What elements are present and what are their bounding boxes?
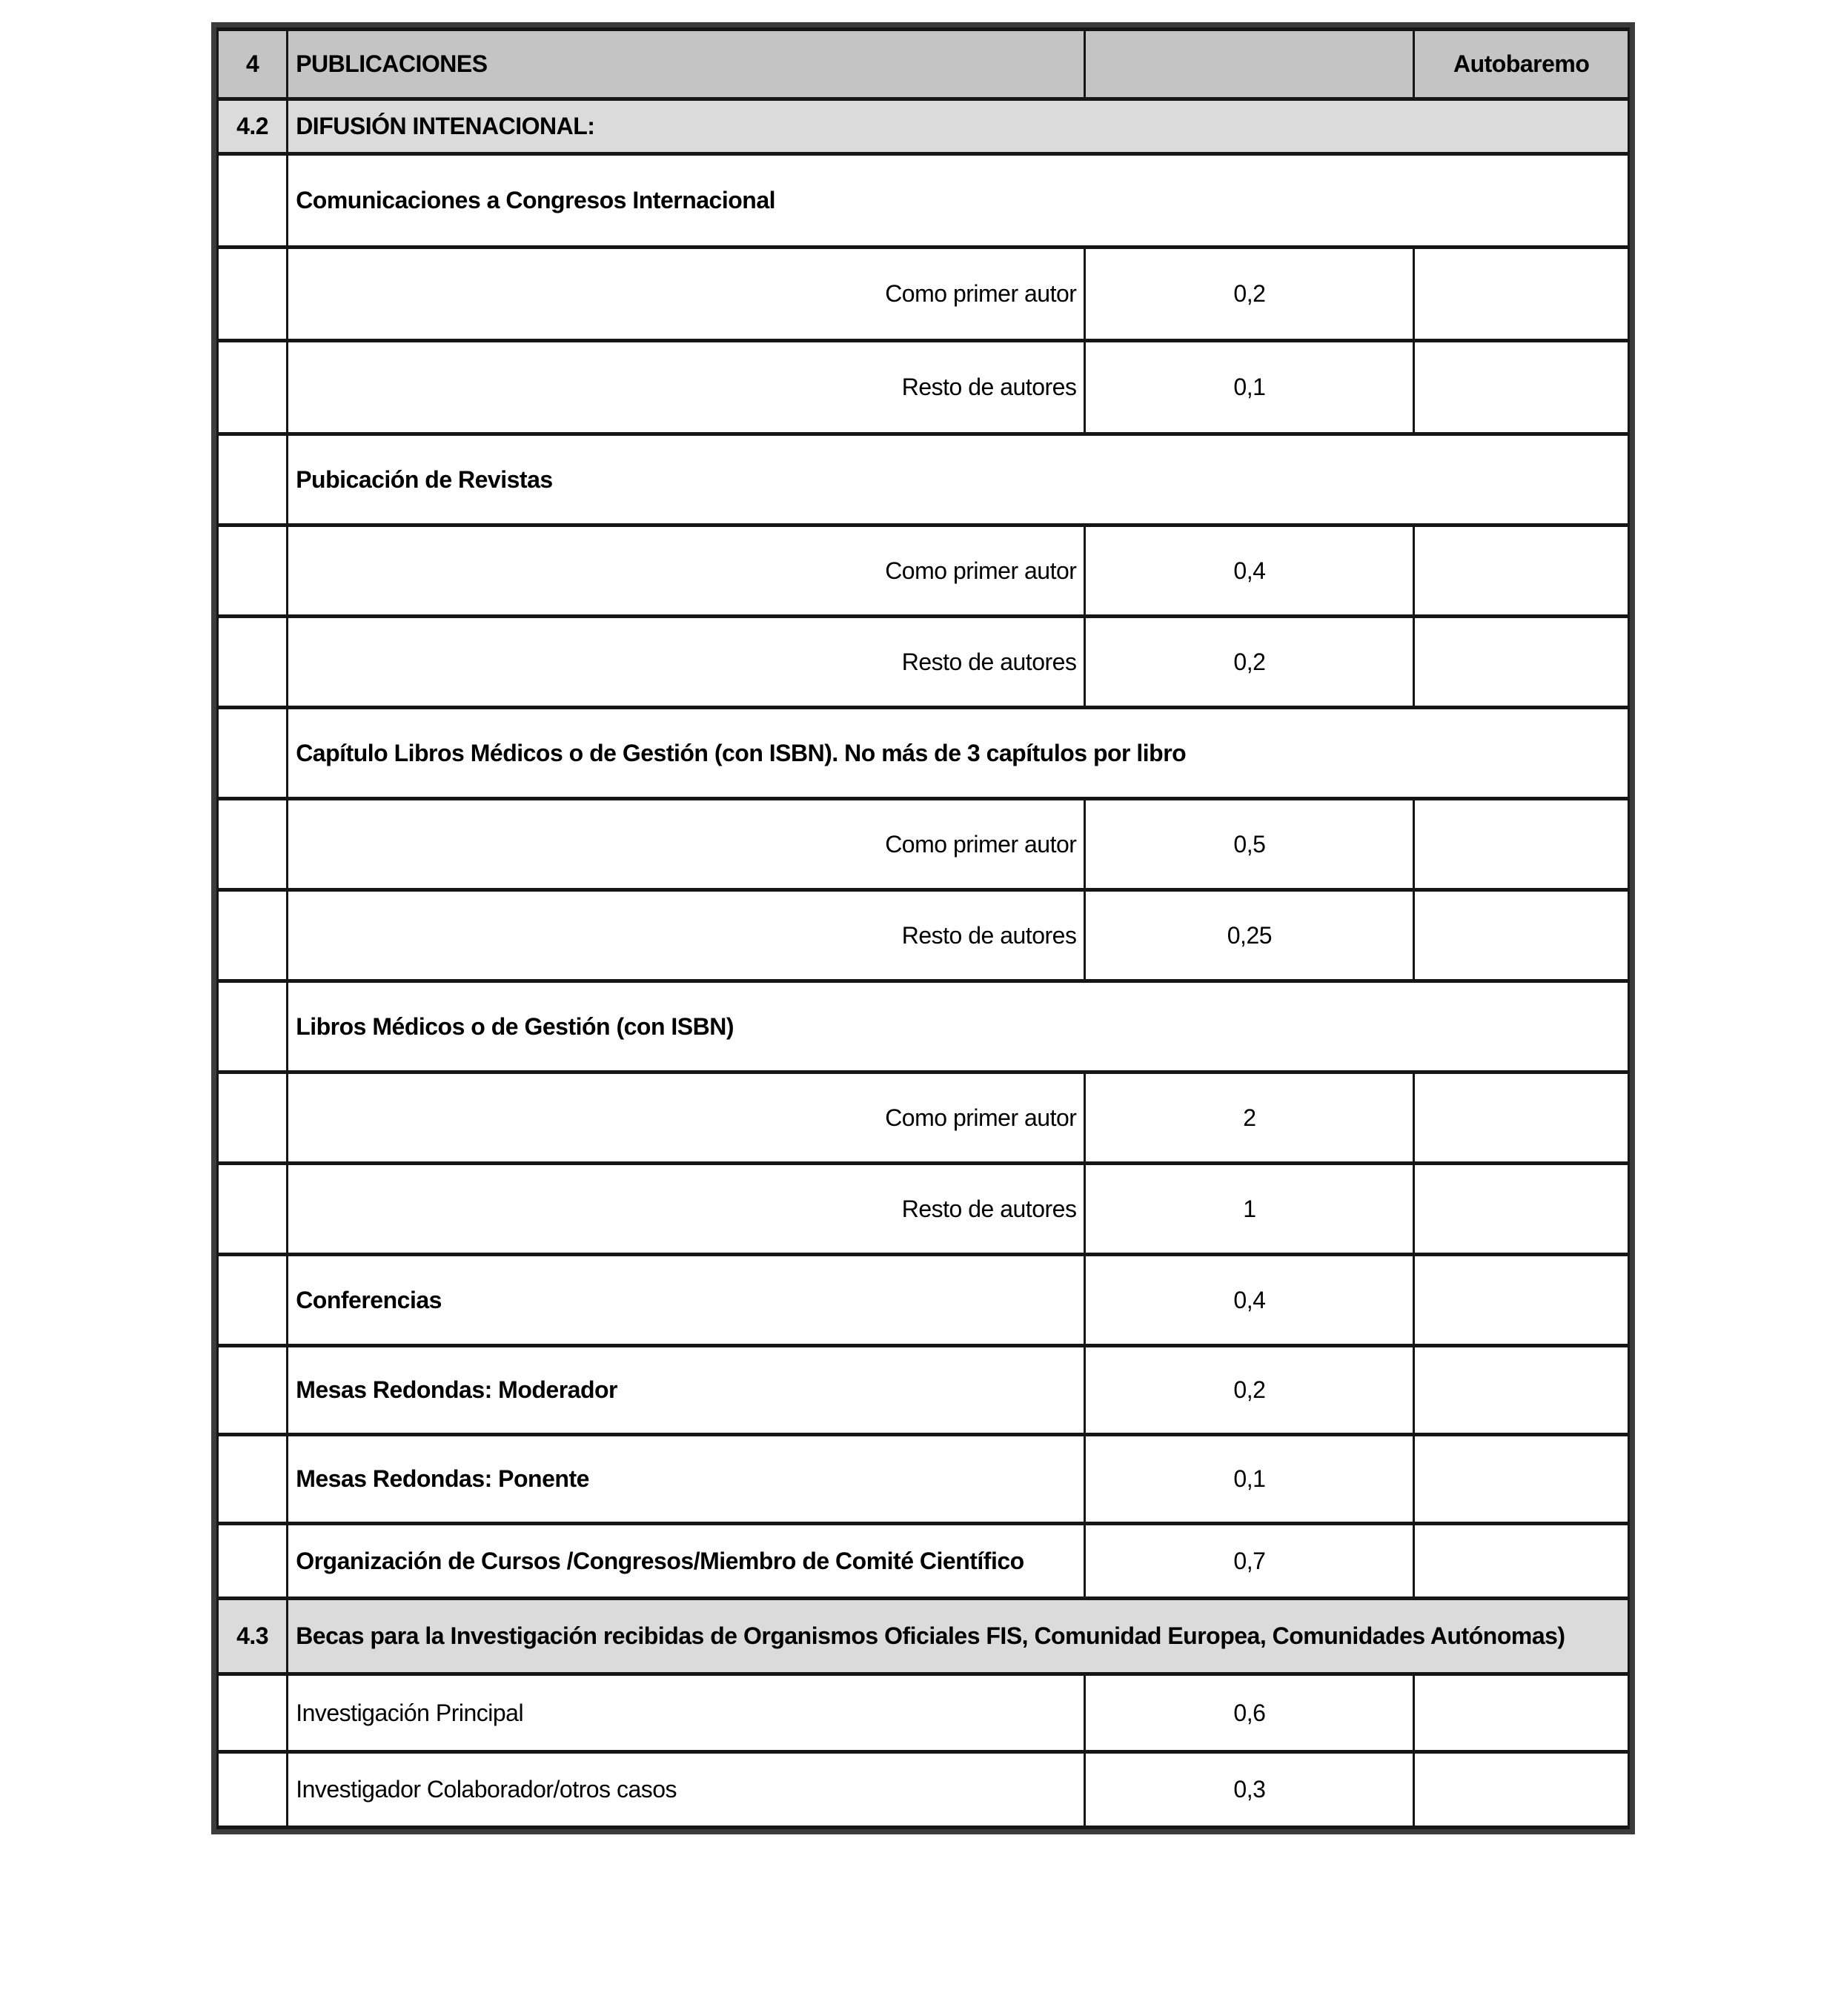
score-value: 2	[1085, 1072, 1414, 1164]
autobaremo-cell	[1414, 1752, 1629, 1828]
publications-scoring-table	[216, 27, 1630, 1829]
score-value: 0,1	[1085, 1435, 1414, 1524]
section-number	[218, 1346, 288, 1435]
section-number	[218, 154, 288, 248]
table-row	[218, 1346, 1629, 1435]
table-row	[218, 1599, 1629, 1674]
table-row	[218, 341, 1629, 434]
table-row	[218, 434, 1629, 525]
autobaremo-cell	[1414, 890, 1629, 981]
section-number	[218, 525, 288, 617]
autobaremo-cell	[1414, 248, 1629, 341]
score-value: 0,2	[1085, 617, 1414, 708]
autobaremo-cell	[1414, 617, 1629, 708]
autobaremo-cell	[1414, 341, 1629, 434]
item-label: Como primer autor	[288, 248, 1085, 341]
section-number	[218, 890, 288, 981]
autobaremo-cell	[1414, 1674, 1629, 1752]
score-value: 0,2	[1085, 1346, 1414, 1435]
section-number	[218, 434, 288, 525]
table-row	[218, 99, 1629, 154]
section-number	[218, 1072, 288, 1164]
item-label: Resto de autores	[288, 1164, 1085, 1255]
score-value: 0,4	[1085, 1255, 1414, 1346]
section-number	[218, 799, 288, 890]
autobaremo-cell	[1414, 1346, 1629, 1435]
empty-cell	[1085, 30, 1414, 99]
table-row	[218, 1164, 1629, 1255]
table-row	[218, 890, 1629, 981]
item-label: Investigador Colaborador/otros casos	[288, 1752, 1085, 1828]
category-title: Pubicación de Revistas	[288, 434, 1629, 525]
autobaremo-header: Autobaremo	[1414, 30, 1629, 99]
autobaremo-cell	[1414, 799, 1629, 890]
table-row	[218, 981, 1629, 1072]
subsection-title: DIFUSIÓN INTENACIONAL:	[288, 99, 1629, 154]
section-number: 4	[218, 30, 288, 99]
section-number	[218, 248, 288, 341]
score-value: 0,5	[1085, 799, 1414, 890]
item-label-bold: Organización de Cursos /Congresos/Miembro de Comité Científico	[288, 1524, 1085, 1599]
section-number	[218, 1164, 288, 1255]
item-label-bold: Mesas Redondas: Ponente	[288, 1435, 1085, 1524]
score-value: 1	[1085, 1164, 1414, 1255]
score-value: 0,6	[1085, 1674, 1414, 1752]
subsection-title: Becas para la Investigación recibidas de Organismos Oficiales FIS, Comunidad Europea, Comunidades Autónomas)	[288, 1599, 1629, 1674]
autobaremo-cell	[1414, 1072, 1629, 1164]
table-row	[218, 1255, 1629, 1346]
item-label: Como primer autor	[288, 799, 1085, 890]
table-row	[218, 154, 1629, 248]
autobaremo-cell	[1414, 1524, 1629, 1599]
table-row	[218, 1674, 1629, 1752]
table-row	[218, 525, 1629, 617]
table-row	[218, 1524, 1629, 1599]
item-label: Como primer autor	[288, 1072, 1085, 1164]
item-label: Investigación Principal	[288, 1674, 1085, 1752]
item-label-bold: Mesas Redondas: Moderador	[288, 1346, 1085, 1435]
section-number: 4.3	[218, 1599, 288, 1674]
category-title: Capítulo Libros Médicos o de Gestión (con ISBN). No más de 3 capítulos por libro	[288, 708, 1629, 799]
autobaremo-cell	[1414, 525, 1629, 617]
score-value: 0,2	[1085, 248, 1414, 341]
item-label-bold: Conferencias	[288, 1255, 1085, 1346]
autobaremo-cell	[1414, 1435, 1629, 1524]
section-number	[218, 617, 288, 708]
item-label: Resto de autores	[288, 890, 1085, 981]
section-number	[218, 1435, 288, 1524]
section-number	[218, 1752, 288, 1828]
table-row	[218, 708, 1629, 799]
section-number: 4.2	[218, 99, 288, 154]
section-title: PUBLICACIONES	[288, 30, 1085, 99]
score-value: 0,3	[1085, 1752, 1414, 1828]
section-number	[218, 341, 288, 434]
table-row	[218, 1435, 1629, 1524]
item-label: Resto de autores	[288, 341, 1085, 434]
score-value: 0,4	[1085, 525, 1414, 617]
section-number	[218, 981, 288, 1072]
table-row	[218, 30, 1629, 99]
autobaremo-cell	[1414, 1255, 1629, 1346]
table-row	[218, 248, 1629, 341]
section-number	[218, 1674, 288, 1752]
item-label: Como primer autor	[288, 525, 1085, 617]
autobaremo-table	[211, 22, 1635, 1834]
item-label: Resto de autores	[288, 617, 1085, 708]
section-number	[218, 1255, 288, 1346]
section-number	[218, 708, 288, 799]
category-title: Libros Médicos o de Gestión (con ISBN)	[288, 981, 1629, 1072]
table-row	[218, 799, 1629, 890]
table-row	[218, 617, 1629, 708]
autobaremo-cell	[1414, 1164, 1629, 1255]
table-row	[218, 1752, 1629, 1828]
score-value: 0,7	[1085, 1524, 1414, 1599]
score-value: 0,1	[1085, 341, 1414, 434]
score-value: 0,25	[1085, 890, 1414, 981]
category-title: Comunicaciones a Congresos Internacional	[288, 154, 1629, 248]
section-number	[218, 1524, 288, 1599]
table-row	[218, 1072, 1629, 1164]
